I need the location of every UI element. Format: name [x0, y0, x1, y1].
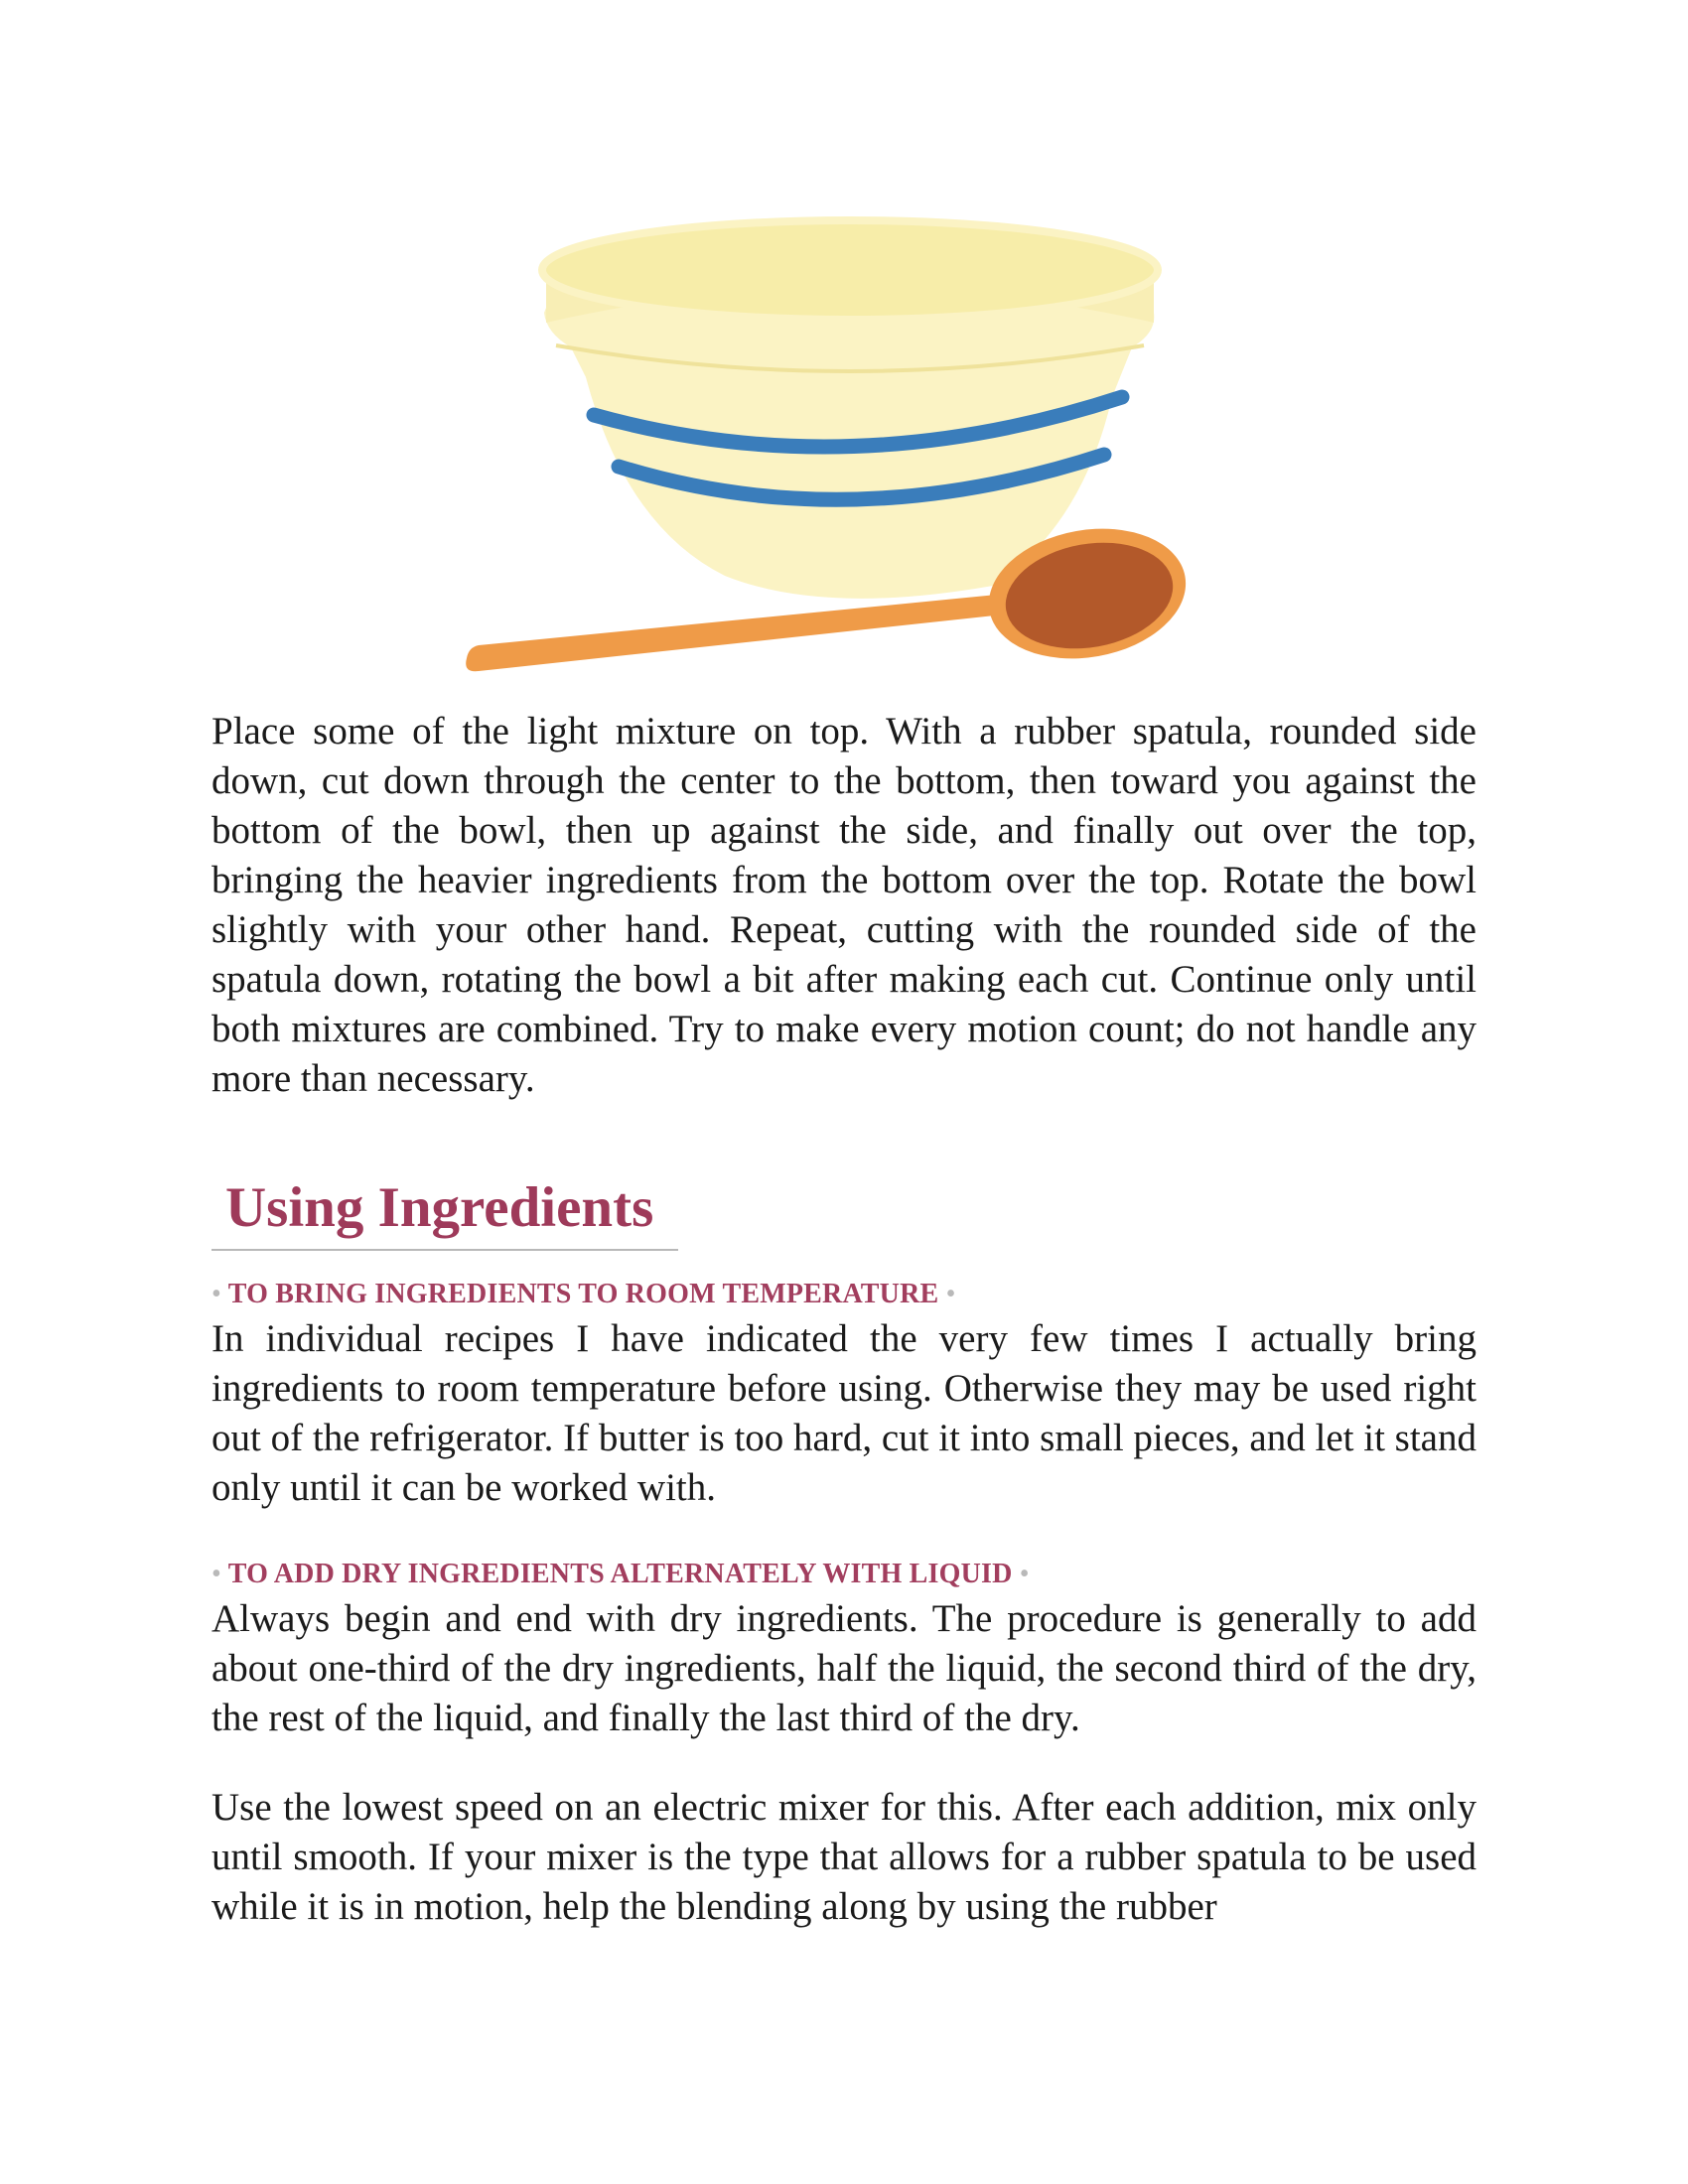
- section-heading-underline: [211, 1173, 678, 1251]
- room-temperature-paragraph: In individual recipes I have indicated the very few times I actually bring ingredients to room temperature before using. Otherwise they may be used right out of the refrigerator. If butter is too hard, cut it into small pieces, and let it stand only until it can be worked with.: [211, 1317, 1477, 1509]
- subheading-text: TO ADD DRY INGREDIENTS ALTERNATELY WITH LIQUID: [227, 1559, 1013, 1589]
- intro-paragraph: Place some of the light mixture on top. With a rubber spatula, rounded side down, cut down through the center to the bottom, then toward you against the bottom of the bowl, then up against the side, and finally out over the top, bringing the heavier ingredients from the bottom over the top. Rotate the bowl slightly with your other hand. Repeat, cutting with the rounded side of the spatula down, rotating the bowl a bit after making each cut. Continue only until both mixtures are combined. Try to make every motion count; do not handle any more than necessary.: [211, 710, 1477, 1100]
- mixer-paragraph: Use the lowest speed on an electric mixer for this. After each addition, mix only until smooth. If your mixer is the type that allows for a rubber spatula to be used while it is in motion, help the blending along by using the rubber: [211, 1786, 1477, 1928]
- subheading-dry-ingredients: [211, 1557, 1477, 1592]
- section-heading: Using Ingredients: [225, 1176, 654, 1239]
- subheading-text: TO BRING INGREDIENTS TO ROOM TEMPERATURE: [227, 1279, 939, 1309]
- bullet: •: [945, 1279, 956, 1309]
- article-body: [211, 707, 1477, 1932]
- subheading-room-temperature: [211, 1277, 1477, 1312]
- mixing-bowl-with-wooden-spoon-icon: [437, 199, 1211, 695]
- spoon-handle: [466, 594, 1013, 671]
- bullet: •: [211, 1279, 222, 1309]
- dry-ingredients-paragraph: Always begin and end with dry ingredients. The procedure is generally to add about one-third of the dry ingredients, half the liquid, the second third of the dry, the rest of the liquid, and finally the last third of the dry.: [211, 1597, 1477, 1739]
- bullet: •: [1019, 1559, 1030, 1589]
- bowl-rim: [542, 220, 1158, 320]
- bullet: •: [211, 1559, 222, 1589]
